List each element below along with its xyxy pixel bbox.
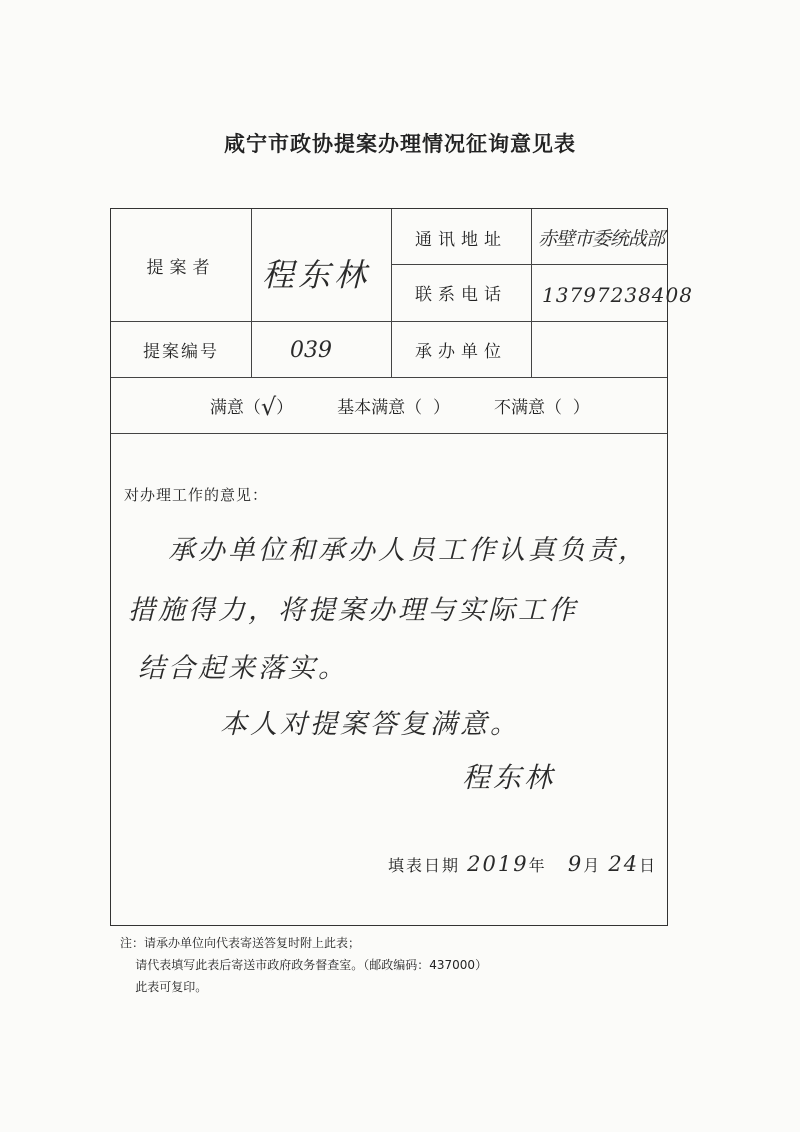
footnote-line: 请代表填写此表后寄送市政府政务督查室。（邮政编码：437000） [120, 958, 488, 972]
label-address: 通讯地址 [415, 229, 507, 250]
option-satisfied-label: 满意（ [209, 398, 261, 418]
date-year-unit: 年 [528, 856, 547, 875]
option-basic-satisfied[interactable]: 基本满意（ ） [337, 397, 450, 418]
opinion-line: 措施得力，将提案办理与实际工作 [128, 595, 578, 626]
opinion-label: 对办理工作的意见： [124, 486, 269, 504]
signature-handwritten: 程东林 [462, 761, 556, 794]
form-title: 咸宁市政协提案办理情况征询意见表 [224, 131, 576, 156]
address-handwritten: 赤壁市委统战部 [538, 228, 665, 250]
label-handling-unit: 承办单位 [415, 341, 507, 362]
date-month-unit: 月 [583, 856, 602, 875]
date-year-handwritten: 2019 [467, 852, 529, 876]
satisfaction-row [110, 378, 668, 432]
col-divider [531, 209, 532, 377]
satisfied-check-mark: √ [260, 393, 277, 421]
option-unsatisfied[interactable]: 不满意（ ） [493, 397, 590, 418]
date-day-handwritten: 24 [608, 852, 640, 876]
date-label: 填表日期 [388, 856, 461, 875]
option-satisfied[interactable] [188, 371, 293, 439]
option-satisfied-close: ） [276, 398, 294, 418]
proposer-name-handwritten: 程东林 [262, 256, 371, 294]
label-proposer: 提案者 [146, 257, 216, 278]
opinion-line: 承办单位和承办人员工作认真负责， [168, 535, 648, 566]
date-month-handwritten: 9 [567, 852, 584, 876]
date-line [388, 852, 657, 876]
opinion-line: 本人对提案答复满意。 [220, 709, 520, 740]
col-divider [251, 209, 252, 377]
opinion-line: 结合起来落实。 [138, 653, 348, 684]
label-proposal-no: 提案编号 [143, 341, 219, 362]
label-phone: 联系电话 [415, 285, 507, 305]
footnotes [120, 932, 487, 998]
footnote-line: 注：请承办单位向代表寄送答复时附上此表； [120, 936, 361, 950]
footnote-line: 此表可复印。 [120, 980, 208, 994]
phone-handwritten: 13797238408 [542, 283, 693, 307]
date-day-unit: 日 [639, 856, 658, 875]
proposal-no-handwritten: 039 [290, 338, 332, 363]
